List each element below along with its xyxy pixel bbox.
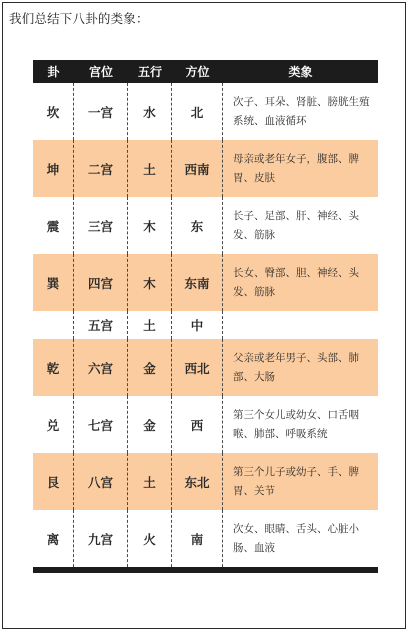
cell-wuxing: 土 — [128, 311, 172, 339]
cell-leixiang: 母亲或老年女子，腹部、脾胃、皮肤 — [233, 152, 359, 184]
cell-fangwei: 中 — [172, 311, 223, 339]
cell-wuxing: 土 — [128, 453, 172, 510]
cell-gua: 离 — [33, 510, 74, 567]
cell-gongwei: 八宫 — [74, 453, 128, 510]
cell-wuxing: 水 — [128, 83, 172, 140]
header-wuxing: 五行 — [137, 65, 162, 79]
table-row — [33, 510, 378, 567]
table-row — [33, 339, 378, 396]
cell-fangwei: 西南 — [172, 140, 223, 197]
cell-gua — [33, 311, 74, 339]
cell-gongwei: 二宫 — [74, 140, 128, 197]
cell-wuxing: 木 — [128, 254, 172, 311]
table-row — [33, 396, 378, 453]
table-row — [33, 83, 378, 140]
cell-gongwei: 九宫 — [74, 510, 128, 567]
cell-wuxing: 金 — [128, 396, 172, 453]
cell-leixiang: 长女、臀部、胆、神经、头发、筋脉 — [233, 266, 359, 298]
header-fangwei: 方位 — [185, 65, 210, 79]
cell-wuxing: 火 — [128, 510, 172, 567]
cell-fangwei: 东 — [172, 197, 223, 254]
cell-gua: 兑 — [33, 396, 74, 453]
cell-gongwei: 六宫 — [74, 339, 128, 396]
cell-gua: 巽 — [33, 254, 74, 311]
cell-wuxing: 木 — [128, 197, 172, 254]
table-row — [33, 254, 378, 311]
cell-fangwei: 东南 — [172, 254, 223, 311]
cell-fangwei: 南 — [172, 510, 223, 567]
header-leixiang: 类象 — [288, 65, 313, 79]
table-row — [33, 311, 378, 339]
table-bottom-rule — [33, 567, 378, 573]
cell-gua: 坎 — [33, 83, 74, 140]
cell-leixiang — [223, 311, 378, 339]
cell-gua: 震 — [33, 197, 74, 254]
cell-leixiang: 第三个女儿或幼女、口舌咽喉、肺部、呼吸系统 — [233, 408, 359, 440]
cell-fangwei: 西 — [172, 396, 223, 453]
cell-fangwei: 北 — [172, 83, 223, 140]
cell-gongwei: 五宫 — [74, 311, 128, 339]
cell-fangwei: 东北 — [172, 453, 223, 510]
cell-gua: 乾 — [33, 339, 74, 396]
cell-leixiang: 长子、足部、肝、神经、头发、筋脉 — [233, 209, 359, 241]
cell-wuxing: 土 — [128, 140, 172, 197]
cell-leixiang: 次子、耳朵、肾脏、膀胱生殖系统、血液循环 — [233, 95, 370, 127]
table-row — [33, 140, 378, 197]
cell-leixiang: 第三个儿子或幼子、手、脾胃、关节 — [233, 465, 359, 497]
cell-fangwei: 西北 — [172, 339, 223, 396]
table-row — [33, 453, 378, 510]
cell-gongwei: 七宫 — [74, 396, 128, 453]
table-header — [33, 60, 378, 83]
header-gongwei: 宫位 — [88, 65, 113, 79]
bagua-table — [33, 60, 378, 573]
cell-leixiang: 父亲或老年男子、头部、肺部、大肠 — [233, 351, 359, 383]
cell-gua: 艮 — [33, 453, 74, 510]
header-gua: 卦 — [47, 65, 60, 79]
cell-leixiang: 次女、眼睛、舌头、心脏小肠、血液 — [233, 522, 359, 554]
cell-wuxing: 金 — [128, 339, 172, 396]
cell-gongwei: 一宫 — [74, 83, 128, 140]
cell-gua: 坤 — [33, 140, 74, 197]
cell-gongwei: 三宫 — [74, 197, 128, 254]
intro-text: 我们总结下八卦的类象： — [9, 11, 149, 26]
table-row — [33, 197, 378, 254]
cell-gongwei: 四宫 — [74, 254, 128, 311]
